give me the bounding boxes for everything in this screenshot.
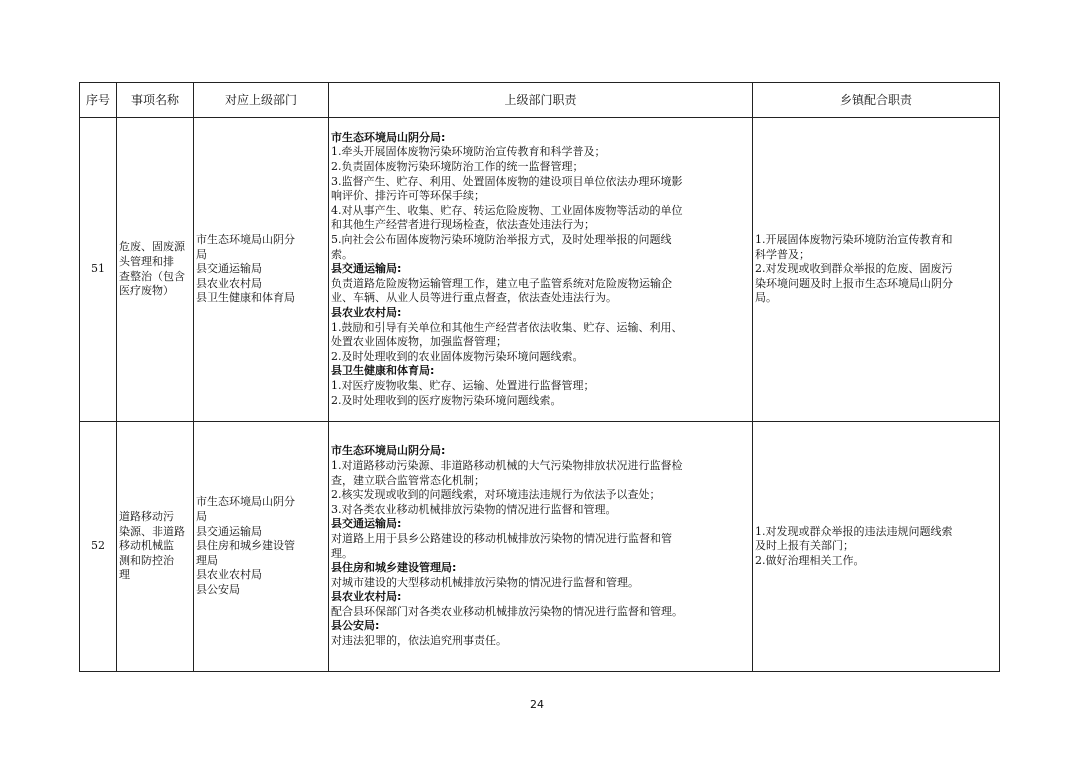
cell-seq: 52 [80, 422, 117, 672]
text-line: 县农业农村局 [196, 276, 262, 290]
duty-line: 3.对各类农业移动机械排放污染物的情况进行监督和管理。 [331, 502, 617, 516]
duty-table [79, 82, 1000, 672]
agency-heading: 县农业农村局: [331, 590, 402, 604]
text-line: 县住房和城乡建设管 [196, 539, 295, 553]
text-line: 局 [196, 510, 207, 524]
duty-line: 负责道路危险废物运输管理工作，建立电子监管系统对危险废物运输企 [331, 276, 672, 290]
duty-line: 4.对从事产生、收集、贮存、转运危险废物、工业固体废物等活动的单位 [331, 203, 683, 217]
duty-line: 配合县环保部门对各类农业移动机械排放污染物的情况进行监督和管理。 [331, 604, 683, 618]
agency-heading: 市生态环境局山阴分局: [331, 444, 446, 458]
text-line: 理局 [196, 553, 218, 567]
text-line: 1.开展固体废物污染环境防治宣传教育和 [755, 233, 953, 247]
header-item-name: 事项名称 [117, 83, 194, 118]
document-page [79, 82, 999, 672]
cell-superior-duties [329, 422, 753, 672]
page-number: 24 [530, 698, 544, 711]
duty-line: 2.核实发现或收到的问题线索，对环境违法违规行为依法予以查处； [331, 488, 661, 502]
text-line: 县农业农村局 [196, 568, 262, 582]
text-line: 查整治（包含 [119, 269, 185, 283]
table-row [80, 118, 1000, 422]
duty-line: 1.鼓励和引导有关单位和其他生产经营者依法收集、贮存、运输、利用、 [331, 320, 683, 334]
text-line: 危废、固废源 [119, 240, 185, 254]
table-row [80, 422, 1000, 672]
text-line: 头管理和排 [119, 254, 174, 268]
text-line: 2.对发现或收到群众举报的危废、固废污 [755, 262, 953, 276]
text-line: 移动机械监 [119, 539, 174, 553]
duty-line: 对道路上用于县乡公路建设的移动机械排放污染物的情况进行监督和管 [331, 531, 672, 545]
text-line: 科学普及； [755, 247, 810, 261]
cell-superior-dept [194, 422, 329, 672]
duty-line: 索。 [331, 247, 353, 261]
text-line: 医疗废物） [119, 284, 174, 298]
cell-superior-duties [329, 118, 753, 422]
duty-line: 业、车辆、从业人员等进行重点督查，依法查处违法行为。 [331, 291, 617, 305]
duty-line: 和其他生产经营者进行现场检查，依法查处违法行为； [331, 218, 595, 232]
text-line: 2.做好治理相关工作。 [755, 553, 865, 567]
cell-item-name [117, 422, 194, 672]
cell-item-name [117, 118, 194, 422]
cell-superior-dept [194, 118, 329, 422]
duty-line: 3.监督产生、贮存、利用、处置固体废物的建设项目单位依法办理环境影 [331, 174, 683, 188]
agency-heading: 县农业农村局: [331, 305, 402, 319]
text-line: 市生态环境局山阴分 [196, 495, 295, 509]
duty-line: 5.向社会公布固体废物污染环境防治举报方式，及时处理举报的问题线 [331, 233, 672, 247]
duty-line: 2.及时处理收到的农业固体废物污染环境问题线索。 [331, 349, 584, 363]
duty-line: 1.对医疗废物收集、贮存、运输、处置进行监督管理； [331, 378, 595, 392]
table-header-row [80, 83, 1000, 118]
cell-township-duties [753, 118, 1000, 422]
duty-line: 2.及时处理收到的医疗废物污染环境问题线索。 [331, 393, 562, 407]
text-line: 县卫生健康和体育局 [196, 291, 295, 305]
cell-seq: 51 [80, 118, 117, 422]
cell-township-duties [753, 422, 1000, 672]
duty-line: 1.牵头开展固体废物污染环境防治宣传教育和科学普及； [331, 145, 606, 159]
agency-heading: 市生态环境局山阴分局: [331, 130, 446, 144]
header-superior-dept: 对应上级部门 [194, 83, 329, 118]
duty-line: 查，建立联合监管常态化机制； [331, 473, 485, 487]
text-line: 县交通运输局 [196, 524, 262, 538]
text-line: 测和防控治 [119, 553, 174, 567]
duty-line: 响评价、排污许可等环保手续； [331, 189, 485, 203]
text-line: 县公安局 [196, 582, 240, 596]
text-line: 市生态环境局山阴分 [196, 233, 295, 247]
text-line: 染环境问题及时上报市生态环境局山阴分 [755, 276, 953, 290]
duty-line: 对城市建设的大型移动机械排放污染物的情况进行监督和管理。 [331, 575, 639, 589]
text-line: 局。 [755, 291, 777, 305]
text-line: 及时上报有关部门； [755, 539, 854, 553]
text-line: 理 [119, 568, 130, 582]
duty-line: 1.对道路移动污染源、非道路移动机械的大气污染物排放状况进行监督检 [331, 458, 683, 472]
agency-heading: 县卫生健康和体育局: [331, 364, 435, 378]
header-township-duties: 乡镇配合职责 [753, 83, 1000, 118]
agency-heading: 县住房和城乡建设管理局: [331, 561, 457, 575]
text-line: 道路移动污 [119, 510, 174, 524]
agency-heading: 县交通运输局: [331, 262, 402, 276]
duty-line: 理。 [331, 546, 353, 560]
header-seq: 序号 [80, 83, 117, 118]
agency-heading: 县公安局: [331, 619, 380, 633]
text-line: 县交通运输局 [196, 262, 262, 276]
text-line: 局 [196, 247, 207, 261]
text-line: 1.对发现或群众举报的违法违规问题线索 [755, 524, 953, 538]
header-superior-duties: 上级部门职责 [329, 83, 753, 118]
duty-line: 2.负责固体废物污染环境防治工作的统一监督管理； [331, 160, 584, 174]
duty-line: 对违法犯罪的，依法追究刑事责任。 [331, 634, 507, 648]
text-line: 染源、非道路 [119, 524, 185, 538]
duty-line: 处置农业固体废物，加强监督管理； [331, 335, 507, 349]
agency-heading: 县交通运输局: [331, 517, 402, 531]
